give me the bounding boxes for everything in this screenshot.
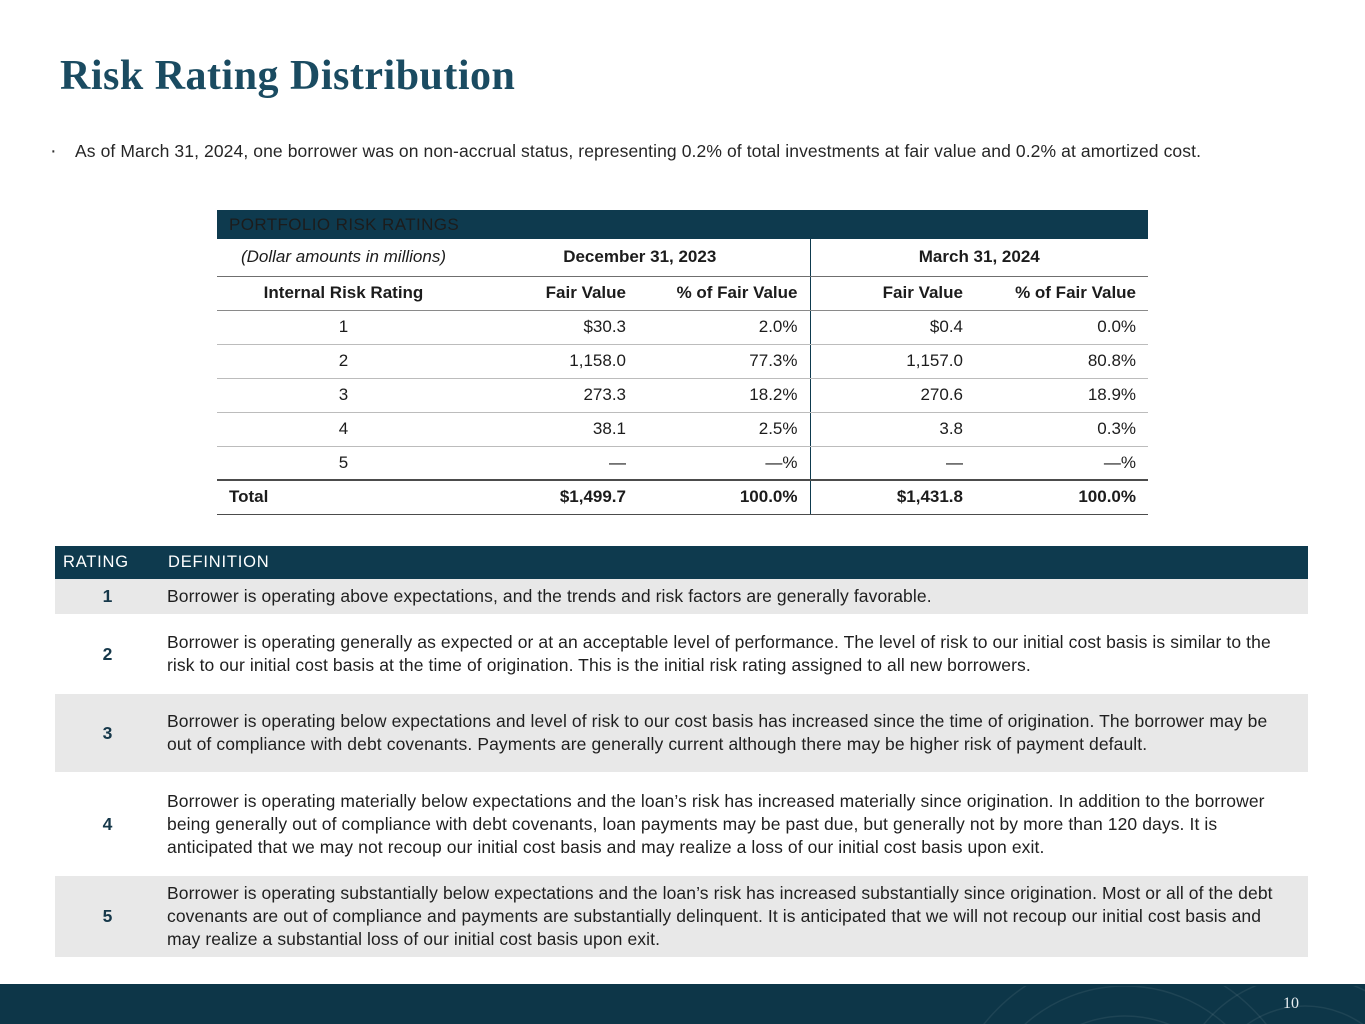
dec-fair-value-cell: — <box>470 446 638 480</box>
definition-text: Borrower is operating substantially below expectations and the loan’s risk has increased substantially since origination. Most or all of the debt covenants are out of compliance and payments are substantially delinquent. It is anticipated that we will not recoup our initial cost basis and may realize a substantial loss of our initial cost basis upon exit. <box>167 883 1273 949</box>
period-header-row <box>217 239 1148 276</box>
column-header-dec-fair-value: Fair Value <box>470 276 638 310</box>
rating-definitions-table <box>55 546 1308 957</box>
mar-pct-cell: 0.3% <box>975 412 1148 446</box>
definition-rating: 1 <box>102 586 113 606</box>
rating-cell: 5 <box>217 446 470 480</box>
mar-pct-cell: 80.8% <box>975 344 1148 378</box>
column-header-row <box>217 276 1148 310</box>
bullet-text: As of March 31, 2024, one borrower was on non-accrual status, representing 0.2% of total investments at fair value and 0.2% at amortized cost. <box>75 141 1202 161</box>
definition-rating: 4 <box>102 813 113 834</box>
footer-bar <box>0 984 1365 1024</box>
total-label: Total <box>217 480 470 514</box>
definition-rating: 3 <box>102 722 113 743</box>
definition-text: Borrower is operating above expectations, and the trends and risk factors are generally favorable. <box>167 586 932 606</box>
page-title: Risk Rating Distribution <box>60 53 516 99</box>
definitions-header-row <box>55 546 1308 579</box>
column-header-mar-fair-value: Fair Value <box>810 276 975 310</box>
definition-text: Borrower is operating generally as expected or at an acceptable level of performance. The level of risk to our initial cost basis is similar to the risk to our initial cost basis at the time of origination. This is the initial risk rating assigned to all new borrowers. <box>167 632 1271 675</box>
dec-pct-cell: —% <box>638 446 810 480</box>
definition-rating: 2 <box>102 643 113 664</box>
total-mar-pct: 100.0% <box>975 480 1148 514</box>
dec-pct-cell: 2.0% <box>638 310 810 344</box>
definition-row-1 <box>55 579 1308 614</box>
page-number: 10 <box>1283 995 1299 1012</box>
definition-row-4 <box>55 772 1308 876</box>
definition-text: Borrower is operating below expectations and level of risk to our cost basis has increased since the time of origination. The borrower may be out of compliance with debt covenants. Payments are generally current although there may be higher risk of payment default. <box>167 711 1268 754</box>
rating-cell: 1 <box>217 310 470 344</box>
rating-header: RATING <box>55 546 160 579</box>
rating-cell: 4 <box>217 412 470 446</box>
table-row-rating-3 <box>217 378 1148 412</box>
dollar-amounts-note: (Dollar amounts in millions) <box>217 239 470 276</box>
portfolio-table-title: PORTFOLIO RISK RATINGS <box>217 210 1148 239</box>
mar-pct-cell: 18.9% <box>975 378 1148 412</box>
dec-fair-value-cell: 1,158.0 <box>470 344 638 378</box>
portfolio-table-title-row <box>217 210 1148 239</box>
column-header-mar-pct-fair-value: % of Fair Value <box>975 276 1148 310</box>
mar-pct-cell: 0.0% <box>975 310 1148 344</box>
dec-fair-value-cell: $30.3 <box>470 310 638 344</box>
mar-pct-cell: —% <box>975 446 1148 480</box>
definition-rating: 5 <box>102 906 113 926</box>
mar-fair-value-cell: 1,157.0 <box>810 344 975 378</box>
mar-fair-value-cell: 3.8 <box>810 412 975 446</box>
definition-row-5 <box>55 876 1308 957</box>
dec-fair-value-cell: 273.3 <box>470 378 638 412</box>
mar-fair-value-cell: — <box>810 446 975 480</box>
column-header-internal-risk-rating: Internal Risk Rating <box>217 276 470 310</box>
dec-pct-cell: 18.2% <box>638 378 810 412</box>
period-header-dec-2023: December 31, 2023 <box>470 239 810 276</box>
table-row-rating-4 <box>217 412 1148 446</box>
definition-header: DEFINITION <box>160 546 1308 579</box>
dec-pct-cell: 2.5% <box>638 412 810 446</box>
rating-cell: 2 <box>217 344 470 378</box>
dec-pct-cell: 77.3% <box>638 344 810 378</box>
definition-text: Borrower is operating materially below expectations and the loan’s risk has increased materially since origination. In addition to the borrower being generally out of compliance with debt covenants, loan payments may be past due, but generally not by more than 120 days. It is anticipated that we may not recoup our initial cost basis and may realize a loss of our initial cost basis upon exit. <box>167 790 1265 857</box>
period-header-mar-2024: March 31, 2024 <box>810 239 1148 276</box>
total-dec-pct: 100.0% <box>638 480 810 514</box>
rating-cell: 3 <box>217 378 470 412</box>
bullet-icon: · <box>50 140 57 162</box>
dec-fair-value-cell: 38.1 <box>470 412 638 446</box>
definition-row-3 <box>55 694 1308 772</box>
mar-fair-value-cell: $0.4 <box>810 310 975 344</box>
table-row-rating-1 <box>217 310 1148 344</box>
total-dec-fair-value: $1,499.7 <box>470 480 638 514</box>
portfolio-risk-ratings-table <box>217 210 1148 515</box>
column-header-dec-pct-fair-value: % of Fair Value <box>638 276 810 310</box>
total-mar-fair-value: $1,431.8 <box>810 480 975 514</box>
table-row-rating-2 <box>217 344 1148 378</box>
total-row <box>217 480 1148 514</box>
table-row-rating-5 <box>217 446 1148 480</box>
decorative-arcs-icon <box>605 986 1365 1024</box>
bullet-point <box>48 138 1298 164</box>
definition-row-2 <box>55 614 1308 694</box>
mar-fair-value-cell: 270.6 <box>810 378 975 412</box>
